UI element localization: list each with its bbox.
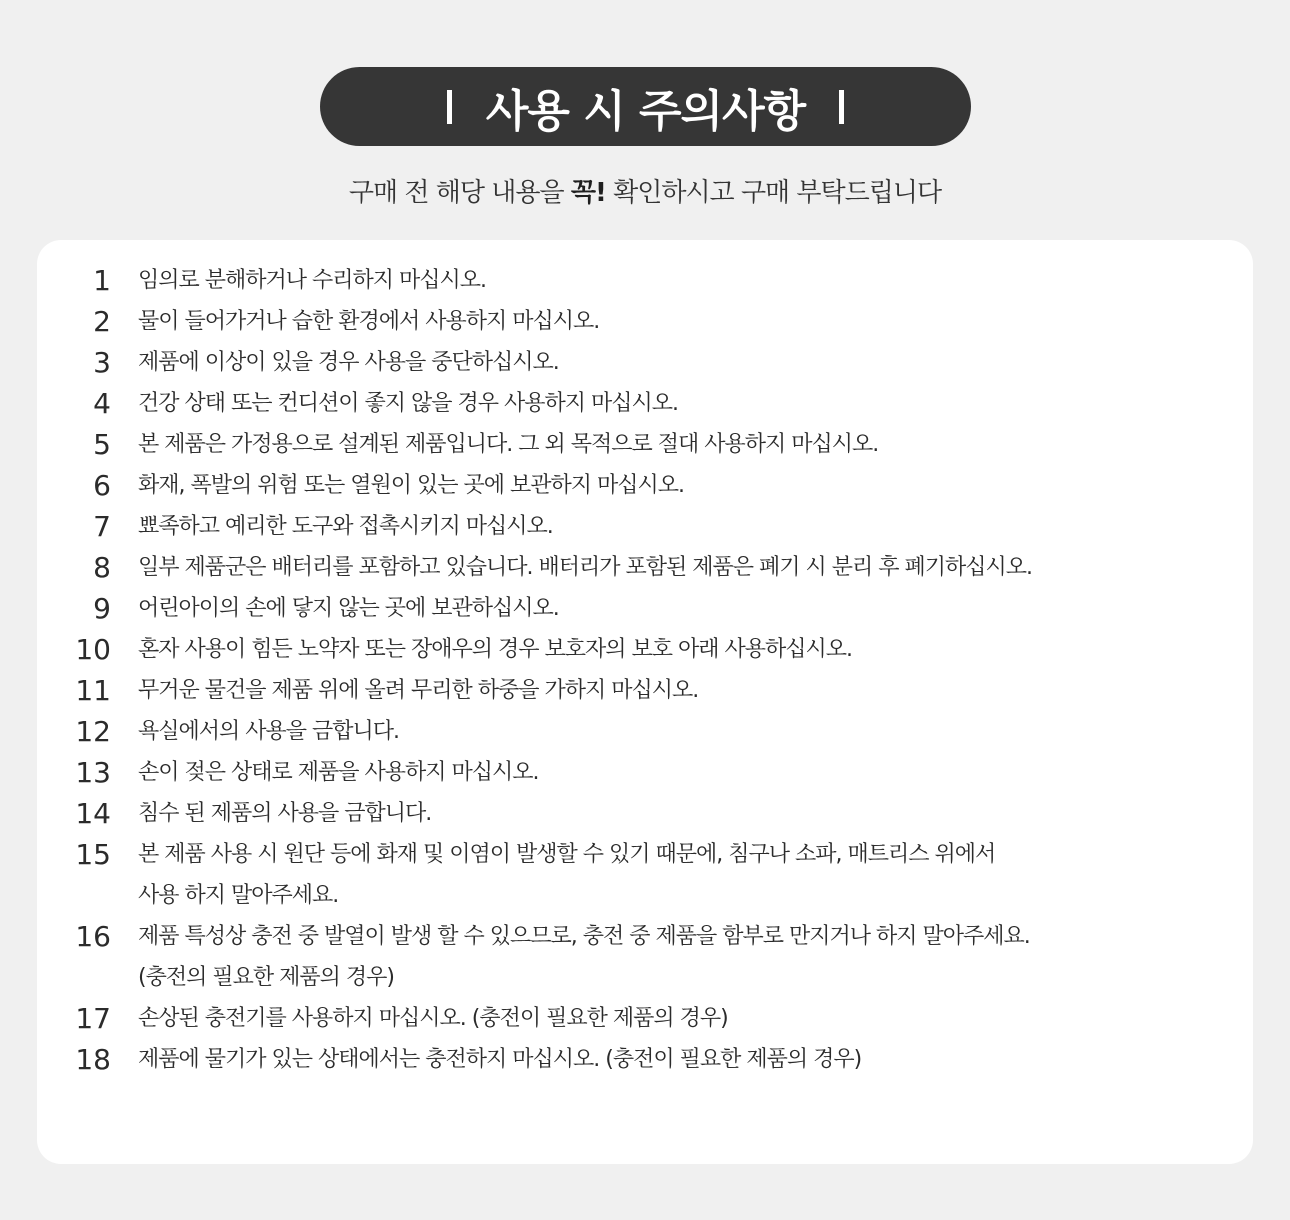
item-text-line: 뾰족하고 예리한 도구와 접촉시키지 마십시오.: [138, 514, 553, 539]
item-text-line: (충전의 필요한 제품의 경우): [138, 965, 394, 990]
subtitle-text-after: 확인하시고 구매 부탁드립니다: [605, 178, 942, 208]
item-number: 4: [93, 387, 111, 420]
list-item: [37, 711, 1253, 752]
subtitle: [0, 172, 1290, 209]
item-text-line: 본 제품은 가정용으로 설계된 제품입니다. 그 외 목적으로 절대 사용하지 마십시오.: [138, 432, 879, 457]
item-number: 11: [75, 674, 111, 707]
list-item: [37, 998, 1253, 1039]
item-text-line: 임의로 분해하거나 수리하지 마십시오.: [138, 268, 487, 293]
list-item: [37, 793, 1253, 834]
item-text: [138, 998, 1218, 1039]
item-number: 2: [93, 305, 111, 338]
item-number: 12: [75, 715, 111, 748]
list-item: [37, 670, 1253, 711]
list-item: [37, 260, 1253, 301]
item-text-line: 손이 젖은 상태로 제품을 사용하지 마십시오.: [138, 760, 539, 785]
item-text: [138, 916, 1218, 998]
list-item: [37, 916, 1253, 998]
list-item: [37, 834, 1253, 916]
page-title: 사용 시 주의사항: [485, 85, 806, 137]
caution-list: [37, 260, 1253, 1080]
item-text-line: 무거운 물건을 제품 위에 올려 무리한 하중을 가하지 마십시오.: [138, 678, 699, 703]
item-number: 14: [75, 797, 111, 830]
item-text: [138, 752, 1218, 793]
item-text: [138, 506, 1218, 547]
item-text: [138, 424, 1218, 465]
item-number: 5: [93, 428, 111, 461]
item-text: [138, 383, 1218, 424]
item-text: [138, 301, 1218, 342]
caution-card: [37, 240, 1253, 1164]
list-item: [37, 301, 1253, 342]
item-text-line: 욕실에서의 사용을 금합니다.: [138, 719, 400, 744]
item-text: [138, 793, 1218, 834]
item-text: [138, 588, 1218, 629]
item-text-line: 제품 특성상 충전 중 발열이 발생 할 수 있으므로, 충전 중 제품을 함부로 만지거나 하지 말아주세요.: [138, 924, 1030, 949]
title-right-bar: [839, 90, 844, 124]
list-item: [37, 752, 1253, 793]
item-number: 7: [93, 510, 111, 543]
item-text-line: 일부 제품군은 배터리를 포함하고 있습니다. 배터리가 포함된 제품은 폐기 시 분리 후 폐기하십시오.: [138, 555, 1032, 580]
item-number: 9: [93, 592, 111, 625]
item-text-line: 건강 상태 또는 컨디션이 좋지 않을 경우 사용하지 마십시오.: [138, 391, 678, 416]
item-number: 1: [93, 264, 111, 297]
item-number: 6: [93, 469, 111, 502]
list-item: [37, 506, 1253, 547]
item-number: 13: [75, 756, 111, 789]
item-text: [138, 670, 1218, 711]
list-item: [37, 629, 1253, 670]
list-item: [37, 588, 1253, 629]
item-text-line: 본 제품 사용 시 원단 등에 화재 및 이염이 발생할 수 있기 때문에, 침구나 소파, 매트리스 위에서: [138, 842, 996, 867]
item-text-line: 화재, 폭발의 위험 또는 열원이 있는 곳에 보관하지 마십시오.: [138, 473, 684, 498]
list-item: [37, 424, 1253, 465]
item-number: 17: [75, 1002, 111, 1035]
list-item: [37, 465, 1253, 506]
list-item: [37, 342, 1253, 383]
item-text-line: 침수 된 제품의 사용을 금합니다.: [138, 801, 432, 826]
item-text-line: 제품에 이상이 있을 경우 사용을 중단하십시오.: [138, 350, 559, 375]
title-left-bar: [447, 90, 452, 124]
item-text-line: 제품에 물기가 있는 상태에서는 충전하지 마십시오. (충전이 필요한 제품의 경우): [138, 1047, 862, 1072]
item-number: 16: [75, 920, 111, 953]
item-text-line: 사용 하지 말아주세요.: [138, 883, 339, 908]
subtitle-emphasis: 꼭!: [570, 178, 606, 208]
list-item: [37, 383, 1253, 424]
item-text-line: 물이 들어가거나 습한 환경에서 사용하지 마십시오.: [138, 309, 600, 334]
item-text: [138, 465, 1218, 506]
item-text: [138, 834, 1218, 916]
item-number: 8: [93, 551, 111, 584]
item-text: [138, 260, 1218, 301]
item-number: 18: [75, 1043, 111, 1076]
item-text: [138, 1039, 1218, 1080]
item-text-line: 혼자 사용이 힘든 노약자 또는 장애우의 경우 보호자의 보호 아래 사용하십시오.: [138, 637, 852, 662]
item-number: 10: [75, 633, 111, 666]
title-banner: [320, 67, 971, 146]
item-number: 3: [93, 346, 111, 379]
item-text: [138, 629, 1218, 670]
item-number: 15: [75, 838, 111, 871]
item-text: [138, 711, 1218, 752]
list-item: [37, 1039, 1253, 1080]
item-text: [138, 547, 1218, 588]
list-item: [37, 547, 1253, 588]
subtitle-text-before: 구매 전 해당 내용을: [348, 178, 571, 208]
item-text-line: 손상된 충전기를 사용하지 마십시오. (충전이 필요한 제품의 경우): [138, 1006, 728, 1031]
item-text-line: 어린아이의 손에 닿지 않는 곳에 보관하십시오.: [138, 596, 559, 621]
item-text: [138, 342, 1218, 383]
